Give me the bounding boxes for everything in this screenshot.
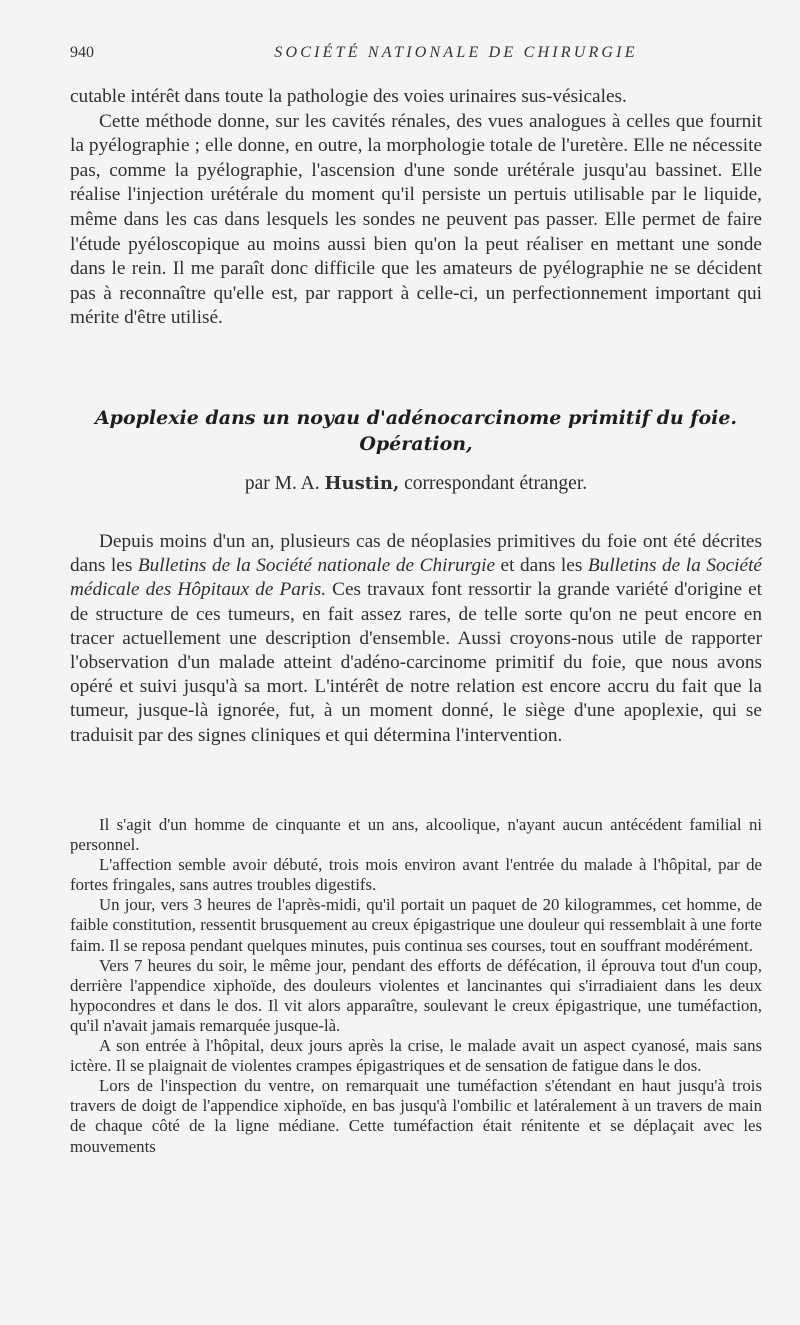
page-number: 940 — [70, 44, 94, 61]
observation-paragraph: L'affection semble avoir débuté, trois mois environ avant l'entrée du malade à l'hôpital, par de fortes fringales, sans autres troubles digestifs. — [70, 855, 762, 895]
main-text-a: Depuis moins d'un an, plusieurs cas de néoplasies primitives du foie ont été décrites dans les — [70, 531, 762, 577]
citation-bulletins-hopitaux: Bulletins de la Société médicale des Hôpitaux de Paris. — [70, 555, 762, 601]
page-header — [70, 44, 762, 66]
citation-bulletins-chirurgie: Bulletins de la Société nationale de Chirurgie — [137, 555, 495, 577]
observation-section — [70, 815, 762, 1157]
main-text-b: et dans les — [495, 555, 588, 577]
byline-author: Hustin, — [324, 473, 400, 494]
byline — [70, 473, 762, 495]
article-title — [70, 405, 762, 457]
main-paragraph — [70, 530, 762, 748]
main-text-c: Ces travaux font ressortir la grande variété d'origine et de structure de ces tumeurs, en fait assez rares, de telle sorte qu'on ne peut encore en tracer actuellement une description d'ensemble. Aussi croyons-nous utile de rapporter l'observation d'un malade atteint d'adéno-carcinome primitif du foie, que nous avons opéré et suivi jusqu'à sa mort. L'intérêt de notre relation est encore accru du fait que la tumeur, jusque-là ignorée, fut, à un moment donné, le siège d'une apoplexie, qui se traduisit par des signes cliniques et qui détermina l'intervention. — [70, 579, 763, 746]
main-section — [70, 530, 762, 748]
observation-paragraph: Vers 7 heures du soir, le même jour, pendant des efforts de défécation, il éprouva tout d'un coup, derrière l'appendice xiphoïde, des douleurs violentes et lancinantes qui s'irradiaient dans les deux hypocondres et dans le dos. Il vit alors apparaître, soulevant le creux épigastrique, une tuméfaction, qu'il n'avait jamais remarquée jusque-là. — [70, 955, 762, 1035]
intro-paragraph-continued: cutable intérêt dans toute la pathologie des voies urinaires sus-vésicales. — [70, 86, 627, 107]
intro-paragraph: Cette méthode donne, sur les cavités rénales, des vues analogues à celles que fournit la pyélographie ; elle donne, en outre, la morphologie totale de l'uretère. Elle ne nécessite pas, comme la pyélographie, l'ascension d'une sonde urétérale jusqu'au bassinet. Elle réalise l'injection urétérale du moment qu'il persiste un pertuis utilisable par le liquide, même dans les cas dans lesquels les sondes ne peuvent pas passer. Elle permet de faire l'étude pyéloscopique au moins aussi bien qu'on la peut réaliser en mettant une sonde dans le rein. Il me paraît donc difficile que les amateurs de pyélographie ne se décident pas à reconnaître qu'elle est, par rapport à celle-ci, un perfectionnement important qui mérite d'être utilisé. — [70, 110, 762, 329]
article-title-line-2: Opération, — [359, 433, 473, 455]
observation-paragraph: Lors de l'inspection du ventre, on remarquait une tuméfaction s'étendant en haut jusqu'à trois travers de doigt de l'appendice xiphoïde, en bas jusqu'à l'ombilic et latéralement à un travers de main de chaque côté de la ligne médiane. Cette tuméfaction était rénitente et se déplaçait avec les mouvements — [70, 1076, 762, 1156]
running-head: SOCIÉTÉ NATIONALE DE CHIRURGIE — [274, 44, 638, 61]
intro-section — [70, 85, 762, 331]
byline-suffix: correspondant étranger. — [404, 473, 588, 494]
observation-paragraph: A son entrée à l'hôpital, deux jours après la crise, le malade avait un aspect cyanosé, mais sans ictère. Il se plaignait de violentes crampes épigastriques et de sensation de fatigue dans le dos. — [70, 1036, 762, 1076]
article-title-line-1: Apoplexie dans un noyau d'adénocarcinome primitif du foie. — [94, 407, 738, 429]
observation-paragraph: Un jour, vers 3 heures de l'après-midi, qu'il portait un paquet de 20 kilogrammes, cet homme, de faible constitution, ressentit brusquement au creux épigastrique une douleur qui ressemblait à une forte faim. Il se reposa pendant quelques minutes, puis continua ses courses, tout en souffrant modérément. — [70, 895, 762, 955]
observation-paragraph: Il s'agit d'un homme de cinquante et un ans, alcoolique, n'ayant aucun antécédent familial ni personnel. — [70, 815, 762, 855]
byline-prefix: par M. A. — [244, 473, 320, 494]
